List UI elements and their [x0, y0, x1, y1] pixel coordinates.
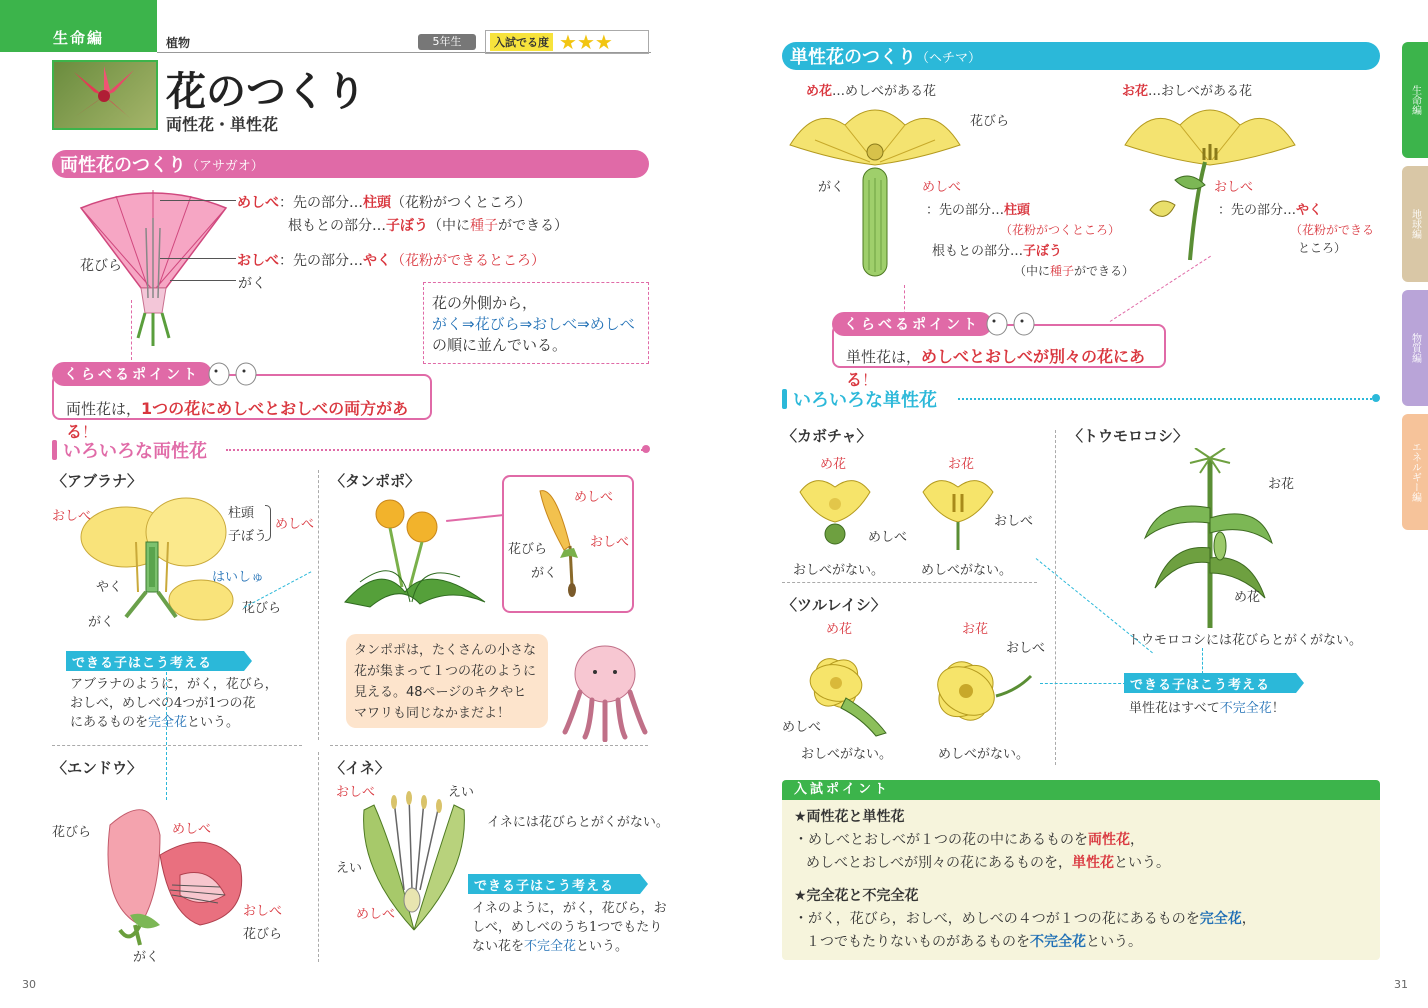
section-title-sub: （アサガオ） — [186, 158, 264, 174]
exam-heading-1: ★両性花と単性花 — [794, 809, 905, 825]
exam-heading-2: ★完全花と不完全花 — [794, 888, 919, 904]
kabocha-obana: お花 — [948, 457, 975, 472]
page-number-right: 31 — [1394, 978, 1408, 991]
hechima-gaku: がく — [818, 180, 845, 195]
section-title: 両性花のつくり — [60, 155, 186, 176]
tanpopo-mesibe: めしべ — [574, 490, 614, 505]
dekiru3-b: 不完全花 — [1219, 701, 1272, 716]
heading-text: いろいろな両性花 — [63, 441, 207, 462]
heading-bar — [52, 440, 57, 460]
dekiru-tag-arrow — [244, 651, 252, 671]
abrana-mesibe: めしべ — [275, 517, 315, 532]
asagao-stamen-label — [237, 250, 545, 270]
connector-line — [1036, 558, 1153, 653]
tip-label: ：先の部分… — [1218, 203, 1297, 218]
connector-line — [1040, 683, 1126, 684]
tsuru-mesibe: めしべ — [782, 720, 822, 735]
side-tab-matter[interactable]: 物質編 — [1402, 290, 1428, 406]
hechima-yaku-note2: ところ） — [1298, 241, 1347, 255]
kurabe1-b: 1つの花にめしべとおしべの両方がある — [66, 399, 409, 441]
order-line1: 花の外側から， — [432, 294, 538, 312]
dekiru2-line3b: 不完全花 — [524, 939, 577, 954]
abrana-chutou: 柱頭 — [228, 506, 255, 521]
tsuru-mebana: め花 — [826, 622, 853, 637]
chutou-label: 柱頭 — [1004, 203, 1031, 218]
shibou-label: 子ぼう — [1023, 244, 1063, 259]
hechima-shibou-note — [1014, 262, 1134, 279]
kurabe1-a: 両性花は， — [66, 400, 142, 418]
ine-note: イネには花びらとがくがない。 — [487, 815, 669, 830]
side-tab-life[interactable]: 生命編 — [1402, 42, 1428, 158]
star-icon: ★ — [594, 30, 613, 54]
section-title: 単性花のつくり — [790, 47, 916, 68]
exam-frequency-label: 入試でる度 — [490, 33, 553, 51]
dekiru1-line3c: という。 — [187, 715, 240, 730]
exam-point-box — [782, 780, 1380, 960]
kabocha-title: 〈カボチャ〉 — [782, 427, 872, 445]
label-tip: ：先の部分… — [279, 253, 363, 269]
ine-mesibe: めしべ — [356, 907, 396, 922]
dekiru3-c: ！ — [1271, 701, 1285, 716]
ine-ei2: えい — [336, 861, 363, 876]
column-divider — [318, 752, 319, 962]
exam-p1a: ・めしべとおしべが１つの花の中にあるものを — [794, 832, 1088, 848]
row-divider — [330, 745, 648, 746]
order-line3: の順に並んでいる。 — [432, 336, 568, 354]
mascot-icon — [982, 306, 1042, 336]
exam-p1b: 両性花 — [1088, 832, 1130, 848]
hechima-mesibe: めしべ — [922, 180, 962, 195]
dekiru-tag-arrow — [640, 874, 648, 894]
kabocha-male — [918, 472, 998, 552]
row-divider — [782, 582, 1037, 583]
kurabe2-a: 単性花は， — [846, 348, 922, 366]
tsuru-oshibe: おしべ — [1006, 641, 1046, 656]
heading-bar — [782, 389, 787, 409]
tanpopo-illustration — [340, 492, 490, 617]
order-box — [423, 282, 649, 364]
label-chutou-note: （花粉がつくところ） — [391, 195, 531, 211]
tanpopo-petal: 花びら — [508, 542, 548, 557]
abrana-shibou: 子ぼう — [228, 529, 268, 544]
dekiru1-line3b: 完全花 — [148, 715, 188, 730]
note-c: ができる） — [1074, 264, 1135, 278]
hechima-yaku-note1: （花粉ができる — [1290, 223, 1375, 237]
connector-line — [131, 300, 132, 360]
label-tip: ：先の部分… — [279, 195, 363, 211]
endou-petal1: 花びら — [52, 825, 92, 840]
kurabe2-b: めしべとおしべが別々の花にある — [846, 347, 1146, 389]
kurabe1-c: ！ — [82, 423, 98, 441]
dotted-rule — [958, 398, 1376, 400]
label-note-a: （中に — [428, 218, 470, 234]
page-number-left: 30 — [22, 978, 36, 991]
dekiru1-text — [70, 675, 278, 732]
exam-p4c: という。 — [1086, 934, 1142, 950]
label-oshibe: おしべ — [237, 253, 279, 269]
octopus-mascot-icon — [560, 642, 650, 742]
hechima-chutou-note: （花粉がつくところ） — [1000, 223, 1121, 237]
side-tab-energy[interactable]: エネルギー編 — [1402, 414, 1428, 530]
exam-p3c: ， — [1241, 911, 1256, 927]
ine-oshibe: おしべ — [336, 785, 376, 800]
note-a: （中に — [1014, 264, 1051, 278]
bubble-line3: 見える。48ページのキクやヒ — [354, 685, 527, 700]
mascot-icon — [204, 356, 264, 386]
hechima-mesibe-tip — [926, 199, 1030, 218]
hechima-oshibe: おしべ — [1214, 180, 1254, 195]
endou-title: 〈エンドウ〉 — [52, 759, 143, 777]
side-tab-earth[interactable]: 地球編 — [1402, 166, 1428, 282]
star-icon: ★ — [576, 30, 595, 54]
exam-p1c: ， — [1130, 832, 1144, 848]
dekiru2-line1: イネのように，がく，花びら，お — [472, 901, 667, 916]
label-yaku-note: （花粉ができるところ） — [391, 253, 545, 269]
label-seed: 種子 — [470, 218, 498, 234]
exam-p2a: めしべとおしべが別々の花にあるものを， — [806, 855, 1072, 871]
asagao-petal-label: 花びら — [80, 258, 122, 274]
endou-petal2: 花びら — [243, 927, 283, 942]
section-tab: 生命編 — [0, 0, 157, 52]
bubble-line2: 花が集まって１つの花のように — [354, 664, 537, 679]
hechima-male-illustration — [1120, 100, 1300, 265]
asagao-ovary-label — [288, 215, 568, 235]
grade-badge: 5年生 — [418, 34, 476, 50]
exam-p4a: １つでもたりないものがあるものを — [806, 934, 1030, 950]
brace — [265, 505, 271, 541]
tanpopo-oshibe: おしべ — [590, 535, 630, 550]
bubble-line1: タンポポは，たくさんの小さな — [354, 643, 537, 658]
label-note-c: ができる） — [498, 218, 568, 234]
tanpopo-title: 〈タンポポ〉 — [330, 472, 421, 490]
label-shibou: 子ぼう — [386, 218, 428, 234]
exam-p2b: 単性花 — [1072, 855, 1114, 871]
asagao-gaku-label: がく — [238, 276, 266, 292]
heading-text: いろいろな単性花 — [793, 390, 937, 411]
ine-ei1: えい — [448, 785, 475, 800]
endou-mesibe: めしべ — [172, 822, 212, 837]
label-mesibe: めしべ — [237, 195, 279, 211]
toumorokoshi-title: 〈トウモロコシ〉 — [1068, 427, 1189, 445]
dekiru-tag-3: できる子はこう考える — [1124, 673, 1296, 693]
ine-title: 〈イネ〉 — [330, 759, 390, 777]
column-divider — [1055, 430, 1056, 765]
hechima-petal: 花びら — [970, 114, 1010, 129]
dekiru3-a: 単性花はすべて — [1129, 701, 1220, 716]
label-chutou: 柱頭 — [363, 195, 391, 211]
dekiru2-line3a: ない花を — [472, 939, 525, 954]
asagao-pistil-label — [237, 192, 531, 212]
kabocha-oshibe: おしべ — [994, 514, 1034, 529]
abrana-yaku: やく — [96, 580, 123, 595]
obana-definition — [1122, 80, 1252, 99]
kabocha-mebana: め花 — [820, 457, 847, 472]
order-line2: がく⇒花びら⇒おしべ⇒めしべ — [432, 315, 635, 333]
connector-line — [1202, 648, 1203, 674]
exam-p3a: ・がく，花びら，おしべ，めしべの４つが１つの花にあるものを — [794, 911, 1200, 927]
abrana-haishu: はいしゅ — [212, 570, 265, 585]
tsuru-note2: めしべがない。 — [938, 747, 1030, 762]
exam-p2c: という。 — [1114, 855, 1170, 871]
dekiru2-line2: しべ，めしべのうち1つでもたり — [472, 920, 663, 935]
yaku-label: やく — [1296, 203, 1323, 218]
section-title-sub: （ヘチマ） — [916, 50, 982, 66]
tsuru-title: 〈ツルレイシ〉 — [782, 596, 886, 614]
root-label: 根もとの部分… — [932, 244, 1024, 259]
endou-oshibe: おしべ — [243, 904, 283, 919]
title-photo — [52, 60, 158, 130]
section-header-bisexual — [52, 150, 649, 178]
dekiru1-line1: アブラナのように，がく，花びら， — [70, 677, 278, 692]
endou-gaku: がく — [133, 950, 160, 965]
leader-line — [160, 200, 236, 201]
kabocha-note1: おしべがない。 — [793, 563, 885, 578]
obana-word: お花 — [1122, 84, 1149, 99]
hechima-oshibe-tip — [1218, 199, 1322, 218]
dekiru1-line2: おしべ，めしべの4つが1つの花 — [70, 696, 256, 711]
dekiru-tag-2: できる子はこう考える — [468, 874, 640, 894]
exam-point-header: 入試ポイント — [782, 780, 1380, 800]
various-unisexual-heading — [782, 386, 937, 412]
star-icon: ★ — [559, 30, 577, 54]
subject-label: 植物 — [166, 36, 191, 50]
abrana-gaku: がく — [88, 615, 115, 630]
kabocha-note2: めしべがない。 — [921, 563, 1013, 578]
note-b: 種子 — [1050, 264, 1075, 278]
connector-line — [166, 672, 167, 800]
page-subtitle: 両性花・単性花 — [166, 115, 279, 134]
kabocha-female — [795, 472, 875, 552]
mebana-word: め花 — [806, 84, 833, 99]
abrana-petal: 花びら — [242, 601, 282, 616]
exam-p4b: 不完全花 — [1030, 934, 1086, 950]
tip-label: ：先の部分… — [926, 203, 1005, 218]
toumorokoshi-mebana: め花 — [1234, 590, 1261, 605]
mebana-desc: …めしべがある花 — [832, 84, 937, 99]
abrana-illustration — [76, 492, 236, 622]
toumorokoshi-obana: お花 — [1268, 477, 1295, 492]
leader-line — [170, 280, 236, 281]
label-yaku: やく — [363, 253, 391, 269]
tsuru-note1: おしべがない。 — [801, 747, 893, 762]
abrana-oshibe: おしべ — [52, 509, 92, 524]
row-divider — [52, 745, 302, 746]
hechima-root — [932, 240, 1062, 259]
page-title: 花のつくり — [166, 69, 366, 115]
speech-bubble — [346, 634, 548, 728]
various-bisexual-heading — [52, 437, 207, 463]
leader-line — [160, 258, 236, 259]
dekiru2-line3c: という。 — [576, 939, 629, 954]
mebana-definition — [806, 80, 936, 99]
toumorokoshi-note: トウモロコシには花びらとがくがない。 — [1128, 633, 1363, 648]
dotted-rule — [226, 449, 646, 451]
kabocha-mesibe: めしべ — [868, 530, 908, 545]
column-divider — [318, 470, 319, 740]
kurabe-tag-2: くらべるポイント — [832, 312, 992, 336]
dekiru1-line3a: にあるものを — [70, 715, 149, 730]
dekiru2-text — [472, 899, 667, 956]
dekiru-tag-arrow — [1296, 673, 1304, 693]
kurabe2-c: ！ — [862, 371, 878, 389]
tsuru-obana: お花 — [962, 622, 989, 637]
dekiru3-text — [1129, 697, 1285, 716]
label-root: 根もとの部分… — [288, 218, 386, 234]
tanpopo-gaku: がく — [531, 566, 558, 581]
kurabe-tag-1: くらべるポイント — [52, 362, 212, 386]
dot-end — [1372, 394, 1380, 402]
exam-frequency — [485, 30, 649, 54]
abrana-title: 〈アブラナ〉 — [52, 472, 143, 490]
dot-end — [642, 445, 650, 453]
exam-p3b: 完全花 — [1199, 911, 1242, 927]
bubble-line4: マワリも同じなかまだよ！ — [354, 706, 511, 721]
section-header-unisexual — [782, 42, 1380, 70]
obana-desc: …おしべがある花 — [1148, 84, 1253, 99]
dekiru-tag-1: できる子はこう考える — [66, 651, 244, 671]
